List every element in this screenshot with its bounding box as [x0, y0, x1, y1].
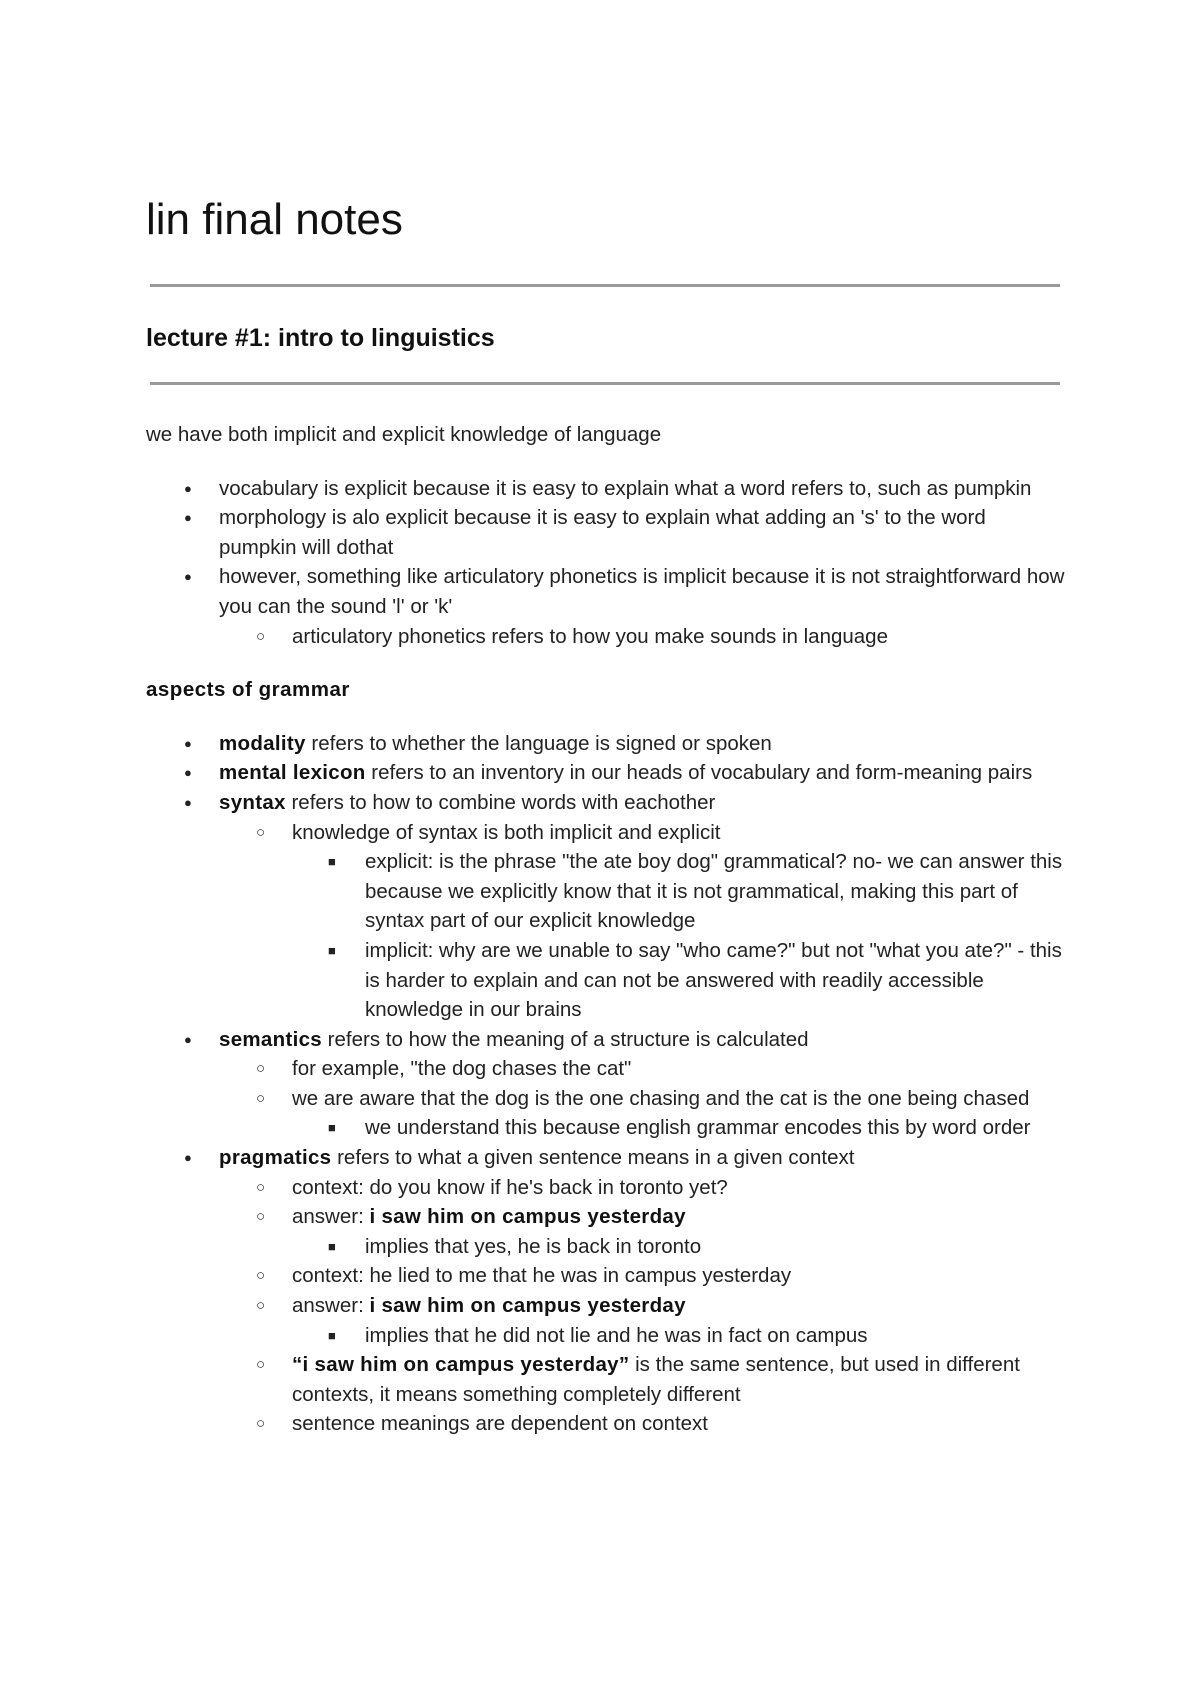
list-item: ■ implicit: why are we unable to say "who came?" but not "what you ate?" - this is harder to explain and can not be answered with readily accessible knowledge in our brains — [146, 936, 1066, 1025]
list-item: ○ answer: i saw him on campus yesterday — [146, 1291, 1066, 1321]
term-syntax: syntax — [219, 790, 286, 814]
horizontal-rule — [150, 284, 1060, 287]
list-item: ○ context: he lied to me that he was in campus yesterday — [146, 1261, 1066, 1291]
quoted-sentence: “i saw him on campus yesterday” — [292, 1353, 630, 1377]
term-modality: modality — [219, 731, 306, 755]
answer-sentence: i saw him on campus yesterday — [369, 1294, 686, 1318]
list-item: ○ sentence meanings are dependent on context — [146, 1409, 1066, 1439]
list-item: ● morphology is alo explicit because it is easy to explain what adding an 's' to the word pumpkin will dothat — [146, 503, 1066, 562]
section-heading: aspects of grammar — [146, 678, 350, 702]
list-item: ○ for example, "the dog chases the cat" — [146, 1054, 1066, 1084]
grammar-list — [146, 729, 1066, 1439]
term-mental-lexicon: mental lexicon — [219, 761, 366, 785]
list-item: ● pragmatics refers to what a given sentence means in a given context — [146, 1143, 1066, 1173]
list-item: ■ implies that he did not lie and he was in fact on campus — [146, 1321, 1066, 1351]
list-item: ● vocabulary is explicit because it is easy to explain what a word refers to, such as pumpkin — [146, 474, 1066, 504]
list-item: ○ answer: i saw him on campus yesterday — [146, 1202, 1066, 1232]
list-item: ○ “i saw him on campus yesterday” is the same sentence, but used in different contexts, it means something completely different — [146, 1350, 1066, 1409]
list-item: ● mental lexicon refers to an inventory in our heads of vocabulary and form-meaning pairs — [146, 758, 1066, 788]
list-item: ● however, something like articulatory phonetics is implicit because it is not straightforward how you can the sound 'l' or 'k' — [146, 562, 1066, 621]
list-item: ● modality refers to whether the language is signed or spoken — [146, 729, 1066, 759]
knowledge-list — [146, 474, 1066, 652]
term-pragmatics: pragmatics — [219, 1146, 332, 1170]
list-item: ○ articulatory phonetics refers to how you make sounds in language — [146, 622, 1066, 652]
list-item: ● semantics refers to how the meaning of a structure is calculated — [146, 1025, 1066, 1055]
list-item: ■ we understand this because english grammar encodes this by word order — [146, 1113, 1066, 1143]
answer-sentence: i saw him on campus yesterday — [369, 1205, 686, 1229]
document-body — [146, 420, 1066, 1439]
list-item: ■ explicit: is the phrase "the ate boy dog" grammatical? no- we can answer this because we explicitly know that it is not grammatical, making this part of syntax part of our explicit knowledge — [146, 847, 1066, 936]
list-item: ● syntax refers to how to combine words with eachother — [146, 788, 1066, 818]
term-semantics: semantics — [219, 1027, 322, 1051]
list-item: ■ implies that yes, he is back in toronto — [146, 1232, 1066, 1262]
list-item: ○ we are aware that the dog is the one chasing and the cat is the one being chased — [146, 1084, 1066, 1114]
list-item: ○ knowledge of syntax is both implicit and explicit — [146, 818, 1066, 848]
lecture-heading: lecture #1: intro to linguistics — [146, 324, 495, 352]
horizontal-rule — [150, 382, 1060, 385]
list-item: ○ context: do you know if he's back in toronto yet? — [146, 1173, 1066, 1203]
intro-paragraph: we have both implicit and explicit knowledge of language — [146, 423, 662, 446]
document-title: lin final notes — [146, 195, 403, 244]
